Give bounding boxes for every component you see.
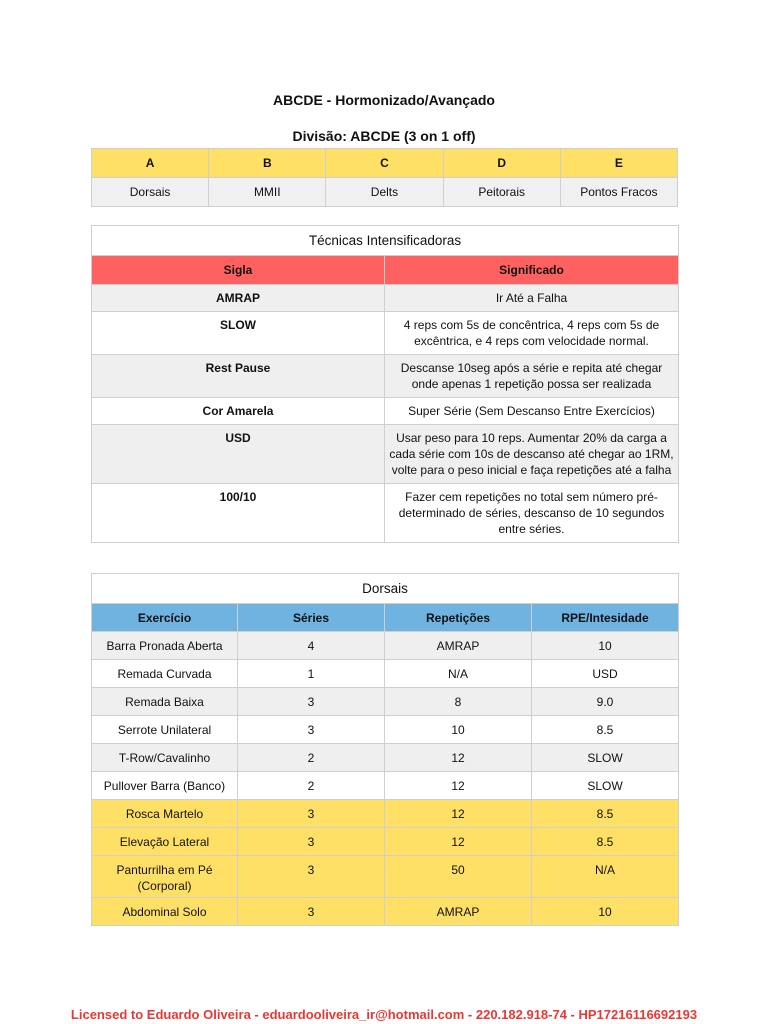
exercise-name: Serrote Unilateral <box>92 716 238 744</box>
technique-sigla: Cor Amarela <box>92 398 385 425</box>
technique-sigla: AMRAP <box>92 285 385 312</box>
technique-row <box>92 312 679 355</box>
division-value-cell: Peitorais <box>443 178 560 207</box>
exercise-series: 4 <box>238 632 385 660</box>
division-value-row <box>92 178 678 207</box>
exercise-rpe: 8.5 <box>532 828 679 856</box>
exercise-row-superset <box>92 800 679 828</box>
division-title: Divisão: ABCDE (3 on 1 off) <box>292 128 476 144</box>
exercise-row <box>92 688 679 716</box>
exercise-row <box>92 744 679 772</box>
techniques-table <box>91 225 679 543</box>
exercise-reps: 50 <box>385 856 532 898</box>
technique-sigla: USD <box>92 425 385 484</box>
header-repeticoes: Repetições <box>385 604 532 632</box>
exercise-series: 3 <box>238 856 385 898</box>
techniques-caption-row <box>92 226 679 256</box>
exercise-rpe: 10 <box>532 898 679 926</box>
division-header-cell: D <box>443 149 560 178</box>
exercise-rpe: SLOW <box>532 744 679 772</box>
page-title: ABCDE - Hormonizado/Avançado <box>273 92 495 108</box>
exercise-reps: AMRAP <box>385 632 532 660</box>
exercise-reps: AMRAP <box>385 898 532 926</box>
exercise-reps: 10 <box>385 716 532 744</box>
header-series: Séries <box>238 604 385 632</box>
header-rpe: RPE/Intesidade <box>532 604 679 632</box>
technique-significado: Fazer cem repetições no total sem número pré-determinado de séries, descanso de 10 segundos entre séries. <box>385 484 679 543</box>
exercise-name: Barra Pronada Aberta <box>92 632 238 660</box>
dorsais-table <box>91 573 679 926</box>
division-table <box>91 148 678 207</box>
exercise-name: Abdominal Solo <box>92 898 238 926</box>
exercise-series: 3 <box>238 716 385 744</box>
technique-row <box>92 285 679 312</box>
exercise-name: T-Row/Cavalinho <box>92 744 238 772</box>
technique-significado: Usar peso para 10 reps. Aumentar 20% da carga a cada série com 10s de descanso até chegar ao 1RM, volte para o peso inicial e faça repetições até a falha <box>385 425 679 484</box>
header-sigla: Sigla <box>92 256 385 285</box>
technique-significado: 4 reps com 5s de concêntrica, 4 reps com 5s de excêntrica, e 4 reps com velocidade normal. <box>385 312 679 355</box>
exercise-rpe: SLOW <box>532 772 679 800</box>
division-header-cell: C <box>326 149 443 178</box>
exercise-series: 3 <box>238 688 385 716</box>
header-exercicio: Exercício <box>92 604 238 632</box>
exercise-series: 1 <box>238 660 385 688</box>
exercise-name: Pullover Barra (Banco) <box>92 772 238 800</box>
division-header-cell: B <box>209 149 326 178</box>
technique-sigla: 100/10 <box>92 484 385 543</box>
exercise-reps: N/A <box>385 660 532 688</box>
exercise-name: Remada Curvada <box>92 660 238 688</box>
exercise-reps: 12 <box>385 800 532 828</box>
exercise-series: 3 <box>238 828 385 856</box>
exercise-reps: 8 <box>385 688 532 716</box>
dorsais-caption-row <box>92 574 679 604</box>
division-value-cell: Pontos Fracos <box>560 178 677 207</box>
exercise-row <box>92 772 679 800</box>
exercise-name: Remada Baixa <box>92 688 238 716</box>
exercise-row <box>92 716 679 744</box>
technique-row <box>92 484 679 543</box>
technique-significado: Super Série (Sem Descanso Entre Exercícios) <box>385 398 679 425</box>
techniques-header-row <box>92 256 679 285</box>
header-significado: Significado <box>385 256 679 285</box>
division-header-cell: E <box>560 149 677 178</box>
exercise-rpe: 8.5 <box>532 800 679 828</box>
exercise-row-superset <box>92 898 679 926</box>
techniques-title: Técnicas Intensificadoras <box>92 226 679 256</box>
exercise-rpe: 9.0 <box>532 688 679 716</box>
exercise-rpe: N/A <box>532 856 679 898</box>
division-value-cell: MMII <box>209 178 326 207</box>
exercise-row-superset <box>92 828 679 856</box>
technique-row <box>92 425 679 484</box>
exercise-series: 2 <box>238 772 385 800</box>
technique-row <box>92 398 679 425</box>
exercise-name: Elevação Lateral <box>92 828 238 856</box>
exercise-rpe: 10 <box>532 632 679 660</box>
exercise-reps: 12 <box>385 772 532 800</box>
license-footer: Licensed to Eduardo Oliveira - eduardooliveira_ir@hotmail.com - 220.182.918-74 - HP17216116692193 <box>70 1007 698 1022</box>
dorsais-header-row <box>92 604 679 632</box>
dorsais-title: Dorsais <box>92 574 679 604</box>
division-header-row <box>92 149 678 178</box>
technique-row <box>92 355 679 398</box>
exercise-row <box>92 660 679 688</box>
exercise-name: Panturrilha em Pé (Corporal) <box>92 856 238 898</box>
technique-significado: Descanse 10seg após a série e repita até chegar onde apenas 1 repetição possa ser realizada <box>385 355 679 398</box>
exercise-row-superset <box>92 856 679 898</box>
exercise-row <box>92 632 679 660</box>
technique-sigla: Rest Pause <box>92 355 385 398</box>
division-value-cell: Delts <box>326 178 443 207</box>
exercise-rpe: 8.5 <box>532 716 679 744</box>
exercise-series: 3 <box>238 898 385 926</box>
technique-significado: Ir Até a Falha <box>385 285 679 312</box>
division-header-cell: A <box>92 149 209 178</box>
division-value-cell: Dorsais <box>92 178 209 207</box>
technique-sigla: SLOW <box>92 312 385 355</box>
exercise-series: 2 <box>238 744 385 772</box>
exercise-series: 3 <box>238 800 385 828</box>
exercise-reps: 12 <box>385 828 532 856</box>
exercise-rpe: USD <box>532 660 679 688</box>
exercise-name: Rosca Martelo <box>92 800 238 828</box>
exercise-reps: 12 <box>385 744 532 772</box>
